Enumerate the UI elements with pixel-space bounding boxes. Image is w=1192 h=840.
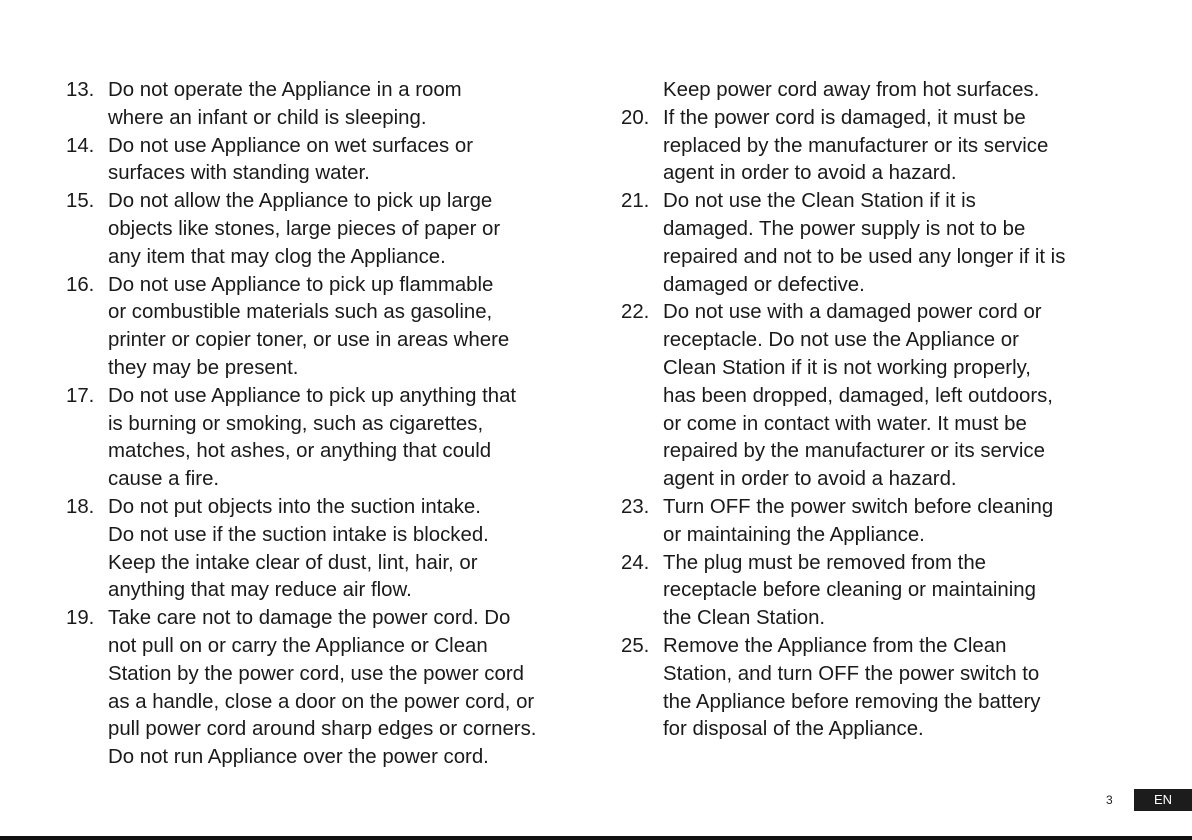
item-text-line: replaced by the manufacturer or its service	[663, 134, 1049, 157]
item-number: 13.	[66, 79, 95, 101]
item-text-line: or combustible materials such as gasoline,	[108, 301, 493, 324]
item-number: 18.	[66, 495, 95, 518]
item-text-line: for disposal of the Appliance.	[663, 718, 924, 741]
right-column	[621, 77, 1181, 744]
item-text-line: If the power cord is damaged, it must be	[663, 106, 1026, 129]
item-text-line: Station by the power cord, use the power cord	[108, 662, 524, 685]
list-item	[66, 605, 586, 772]
item-text-line: or come in contact with water. It must be	[663, 412, 1027, 435]
item-text-line: receptacle. Do not use the Appliance or	[663, 329, 1019, 352]
item-text-line: the Clean Station.	[663, 607, 826, 630]
list-item	[621, 550, 1181, 633]
item-text-line: Do not use the Clean Station if it is	[663, 190, 976, 213]
item-text-line: cause a fire.	[108, 468, 220, 491]
item-number: 15.	[66, 190, 95, 213]
continued-text	[621, 77, 1181, 105]
list-item	[66, 188, 586, 271]
item-number: 14.	[66, 134, 95, 157]
item-text-line: Station, and turn OFF the power switch to	[663, 662, 1040, 685]
item-text-line: repaired and not to be used any longer if it is	[663, 245, 1066, 268]
item-number: 24.	[621, 551, 650, 574]
item-text-line: printer or copier toner, or use in areas where	[108, 329, 510, 352]
list-item	[621, 188, 1181, 299]
bottom-divider	[0, 836, 1192, 840]
list-item	[621, 633, 1181, 744]
list-item	[66, 494, 586, 605]
item-text-line: damaged or defective.	[663, 273, 865, 296]
language-badge: EN	[1134, 789, 1192, 811]
item-text-line: Do not use with a damaged power cord or	[663, 301, 1042, 324]
item-text-line: or maintaining the Appliance.	[663, 523, 925, 546]
item-text-line: they may be present.	[108, 356, 299, 379]
item-text-line: Do not use Appliance on wet surfaces or	[108, 134, 473, 157]
item-text-line: Do not use Appliance to pick up anything that	[108, 384, 517, 407]
list-item	[621, 494, 1181, 550]
list-item	[66, 272, 586, 383]
list-item	[66, 133, 586, 189]
list-item	[66, 77, 586, 133]
item-text-line: pull power cord around sharp edges or corners.	[108, 718, 537, 741]
item-text-line: Do not run Appliance over the power cord.	[108, 746, 489, 769]
item-text-line: Remove the Appliance from the Clean	[663, 634, 1007, 657]
list-item	[621, 299, 1181, 494]
item-number: 23.	[621, 495, 650, 518]
item-text-line: receptacle before cleaning or maintaining	[663, 579, 1036, 602]
item-text-line: objects like stones, large pieces of paper or	[108, 217, 501, 240]
item-text-line: Keep power cord away from hot surfaces.	[663, 79, 1040, 101]
item-text-line: Take care not to damage the power cord. Do	[108, 607, 511, 630]
item-text-line: The plug must be removed from the	[663, 551, 987, 574]
item-text-line: Turn OFF the power switch before cleaning	[663, 495, 1054, 518]
page-number: 3	[1106, 793, 1113, 807]
item-text-line: Do not allow the Appliance to pick up large	[108, 190, 493, 213]
item-number: 20.	[621, 106, 650, 129]
item-number: 21.	[621, 190, 650, 213]
item-text-line: any item that may clog the Appliance.	[108, 245, 446, 268]
item-text-line: Keep the intake clear of dust, lint, hair, or	[108, 551, 478, 574]
item-text-line: anything that may reduce air flow.	[108, 579, 412, 602]
left-column	[66, 77, 586, 772]
item-text-line: Do not put objects into the suction intake.	[108, 495, 481, 518]
item-text-line: damaged. The power supply is not to be	[663, 217, 1026, 240]
item-text-line: surfaces with standing water.	[108, 162, 370, 185]
item-number: 22.	[621, 301, 650, 324]
item-text-line: is burning or smoking, such as cigarettes,	[108, 412, 484, 435]
item-number: 19.	[66, 607, 95, 630]
item-text-line: matches, hot ashes, or anything that could	[108, 440, 492, 463]
item-text-line: Do not use Appliance to pick up flammable	[108, 273, 494, 296]
list-item	[621, 105, 1181, 188]
item-text-line: agent in order to avoid a hazard.	[663, 468, 957, 491]
item-text-line: as a handle, close a door on the power cord, or	[108, 690, 535, 713]
list-item	[66, 383, 586, 494]
item-number: 16.	[66, 273, 95, 296]
item-text-line: has been dropped, damaged, left outdoors,	[663, 384, 1053, 407]
item-text-line: Do not operate the Appliance in a room	[108, 79, 462, 101]
item-text-line: not pull on or carry the Appliance or Clean	[108, 634, 488, 657]
item-text-line: where an infant or child is sleeping.	[108, 106, 427, 129]
item-text-line: the Appliance before removing the battery	[663, 690, 1041, 713]
item-number: 25.	[621, 634, 650, 657]
item-text-line: repaired by the manufacturer or its service	[663, 440, 1045, 463]
item-text-line: Clean Station if it is not working properly,	[663, 356, 1031, 379]
item-text-line: agent in order to avoid a hazard.	[663, 162, 957, 185]
item-text-line: Do not use if the suction intake is blocked.	[108, 523, 489, 546]
item-number: 17.	[66, 384, 95, 407]
